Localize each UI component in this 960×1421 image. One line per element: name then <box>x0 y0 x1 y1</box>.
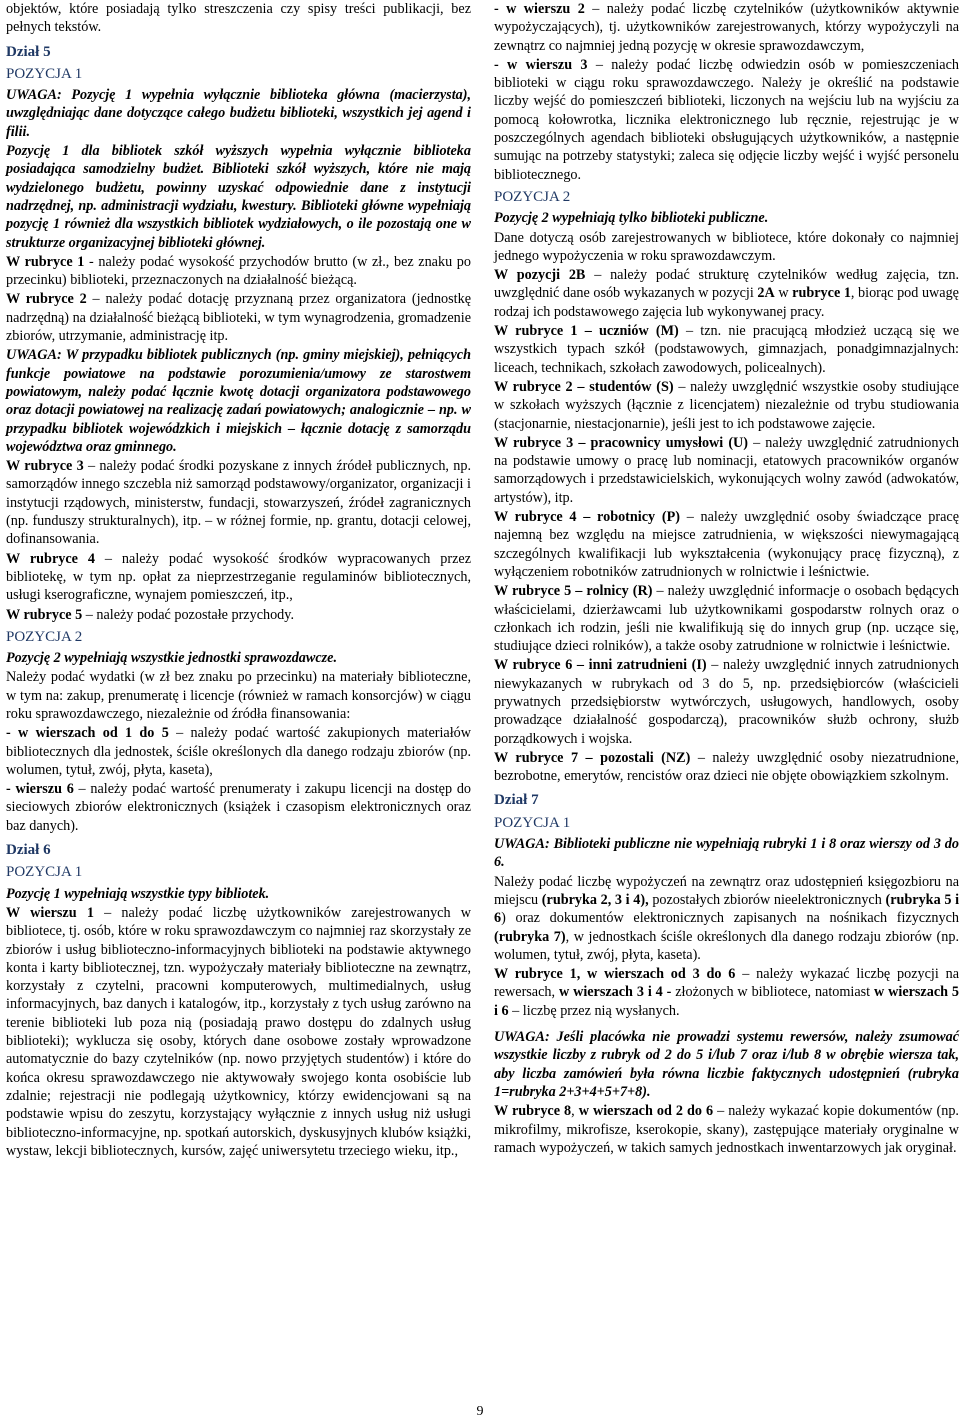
bold-label: w wierszach od 2 do 6 <box>578 1103 714 1120</box>
text: – należy podać wartość prenumeraty i zakupu licencji na dostęp do sieciowych zbiorów elektronicznych (książek i czasopism elektronicznych oraz baz danych). <box>6 781 472 834</box>
note-paragraph: UWAGA: Biblioteki publiczne nie wypełniają rubryki 1 i 8 oraz wierszy od 3 do 6. <box>494 836 959 871</box>
section-heading-dzial-7: Dział 7 <box>494 792 539 809</box>
bold-label: (rubryka 5 i 6 <box>494 891 960 927</box>
text: w <box>774 285 793 302</box>
text: pozostałych zbiorów nieelektronicznych <box>648 891 886 908</box>
note-paragraph: UWAGA: W przypadku bibliotek publicznych (np. gminy miejskiej), pełniących funkcje powiatowe na podstawie porozumienia/umowy ze starostwem powiatowym, należy podać łącznie kwotę dotacji organizatora podstawowego oraz dotacji powiatowej na realizację zadań powiatowych; analogicznie – np. w przypadku bibliotek wojewódzkich i miejskich – łącznie dotację z samorządu województwa oraz gminnego. <box>6 347 471 455</box>
text: – należy uwzględnić informacje o osobach będących właścicielami, dzierżawcami lub użytkownikami gospodarstw rolnych oraz o członkach ich rodzin, jeśli nie kwalifikują się do innych grup (np. uczące się, studiujące dzieci rolników), a także osoby zatrudnione w rolnictwie i leśnictwie. <box>494 583 959 655</box>
text: ) oraz dokumentów elektronicznych zapisanych na nośnikach fizycznych <box>501 910 959 927</box>
text: złożonych w bibliotece, natomiast <box>671 984 874 1001</box>
bold-label: W pozycji 2B <box>494 267 586 284</box>
page-number: 9 <box>476 1404 484 1419</box>
text: – liczbę przez nią wysłanych. <box>508 1002 680 1019</box>
bold-label: W wierszu 1 <box>6 904 94 921</box>
text: – należy podać wysokość środków wypracowanych przez bibliotekę, w tym np. opłat za nieprzestrzeganie regulaminów bibliotecznych, usługi kserograficzne, wynajem pomieszczeń, itp., <box>6 550 471 604</box>
text: – należy podać liczbę użytkowników zarejestrowanych w bibliotece, tj. osób, które w roku sprawozdawczym co najmniej raz skorzystały ze zbiorów i usług biblioteczno-informacyjnych biblioteki na podstawie aktywnego konta i karty bibliotecznej, tzn. wypożyczały materiały biblioteczne na zewnątrz, korzystały z czytelni, pracowni komputerowych, multimedialnych, usług informacyjnych, baz danych i katalogów, itp., korzystały z tych usług zarówno na terenie biblioteki lub poza nią (posiadają prawo dostępu do zdalnych usług biblioteki); wyklucza się osoby, których dane osobowe zostały wprowadzone automatycznie do bazy czytelników (np. nowo przyjętych studentów) i które do końca okresu sprawozdawczego nie aktywowały swojego konta osobiście lub zdalnie; rejestracji nie podlegają użytkownicy, którzy ewidencjowani są na podstawie wpisu do zeszytu, korzystający wyłącznie z innych usług niż usługi biblioteczno-informacyjne, np. spotkań autorskich, dyskusyjnych klubów książki, wystaw, lekcji bibliotecznych, kursów, zajęć uniwersytetu trzeciego wieku, itp., <box>6 904 471 1159</box>
paragraph: Należy podać wydatki (w zł bez znaku po przecinku) na materiały biblioteczne, w tym na: zakup, prenumeratę i licencje (również w ramach konsorcjów) w ciągu roku sprawozdawczego, niezależnie od źródła finansowania: <box>6 669 471 722</box>
note-paragraph: UWAGA: Pozycję 1 wypełnia wyłącznie biblioteka główna (macierzysta), uwzględniając dane dotyczące całego budżetu biblioteki, wszystkich jej agend i filii. <box>6 87 471 140</box>
position-heading: POZYCJA 2 <box>6 628 83 645</box>
text: – należy wykazać kopie dokumentów (np. mikrofilmy, mikrofisze, kserokopie, skany), zastępujące materiały oryginalne w ramach wypożyczeń, w takich samych jednostkach inwentarzowych jak oryginał. <box>494 1103 959 1156</box>
text: – należy podać dotację przyznaną przez organizatora (jednostkę nadrzędną) na działalność bieżącą biblioteki, w tym wynagrodzenia, gromadzenie zbiorów, utrzymanie, administrację itp. <box>6 291 471 345</box>
bold-label: W rubryce 7 – pozostali (NZ) <box>494 749 691 766</box>
position-heading: POZYCJA 2 <box>494 188 571 205</box>
right-column <box>494 0 959 1158</box>
text: – należy uwzględnić zatrudnionych na podstawie umowy o pracę lub nominacji, etatowych pracowników organów samorządowych i przedstawicielskich, wykonujących wolny zawód (adwokatów, artystów), itp. <box>494 434 959 506</box>
note-paragraph: Pozycję 2 wypełniają tylko biblioteki publiczne. <box>494 210 769 227</box>
paragraph <box>494 749 959 786</box>
bold-label: - wierszu 6 <box>6 781 74 798</box>
text: – należy podać wartość zakupionych materiałów bibliotecznych dla jednostek, ściśle określonych dla danego rodzaju zbiorów (np. wolumen, tytuł, zwój, płyta, kaseta), <box>6 725 471 778</box>
paragraph: Dane dotyczą osób zarejestrowanych w bibliotece, które dokonały co najmniej jednego wypożyczenia w roku sprawozdawczym. <box>494 229 959 264</box>
text: – należy podać liczbę czytelników (użytkowników aktywnie wypożyczających), tj. użytkowników zarejestrowanych, którzy wypożyczyli na zewnątrz co najmniej jedną pozycję w okresie sprawozdawczym, <box>494 1 959 54</box>
bold-label: w wierszach 5 i 6 <box>494 984 959 1019</box>
text: - należy podać wysokość przychodów brutto (w zł., bez znaku po przecinku) biblioteki, przeznaczonych na działalność bieżącą. <box>6 253 471 289</box>
position-heading: POZYCJA 1 <box>6 864 83 881</box>
text: – należy podać pozostałe przychody. <box>82 606 294 623</box>
bold-label: - w wierszu 2 <box>494 1 585 17</box>
bold-label: W rubryce 5 <box>6 606 83 623</box>
text: Należy podać liczbę wypożyczeń na zewnątrz oraz udostępnień księgozbioru na miejscu <box>494 873 959 908</box>
text: – należy uwzględnić wszystkie osoby studiujące w szkołach wyższych (łącznie z licencjatem) niezależnie od trybu studiowania (stacjonarnie, niestacjonarnie), jeśli jest to ich podstawowe zajęcie. <box>494 378 959 432</box>
bold-label: - w wierszu 3 <box>494 56 588 73</box>
paragraph <box>494 582 959 655</box>
text: , w jednostkach ściśle określonych dla danego rodzaju zbiorów (np. wolumen, tytuł, zwój, płyta, kaseta). <box>494 928 959 963</box>
paragraph <box>494 266 959 321</box>
bold-label: W rubryce 8 <box>494 1103 572 1120</box>
bold-label: W rubryce 1 <box>6 253 85 270</box>
bold-label: 2A <box>757 285 775 302</box>
bold-label: W rubryce 4 <box>6 550 95 567</box>
paragraph <box>494 322 959 377</box>
note-paragraph: UWAGA: Jeśli placówka nie prowadzi systemu rewersów, należy zsumować wszystkie liczby z rubryk od 2 do 5 i/lub 7 oraz i/lub 8 w obrębie wiersza tak, aby liczba zamówień była równa liczbie faktycznych udostępnień (rubryka 1=rubryka 2+3+4+5+7+8). <box>494 1029 959 1100</box>
bold-label: (rubryka 2, 3 i 4), <box>541 891 649 908</box>
paragraph: objektów, które posiadają tylko streszczenia czy spisy treści publikacji, bez pełnych tekstów. <box>6 1 471 36</box>
bold-label: W rubryce 6 – inni zatrudnieni (I) <box>494 657 707 674</box>
paragraph <box>494 378 959 433</box>
note-paragraph: Pozycję 1 wypełniają wszystkie typy bibliotek. <box>6 885 270 902</box>
paragraph <box>494 1102 959 1157</box>
paragraph <box>6 780 471 835</box>
text: – należy podać liczbę odwiedzin osób w pomieszczeniach biblioteki w ciągu roku sprawozdawczego. Należy je określić na podstawie liczby wejść do pomieszczeń biblioteki, liczonych na wejściu lub na wyjściu za pomocą kołowrotka, licznika elektronicznego lub ręcznie, rejestrując je w poszczególnych agendach biblioteki obsługujących użytkowników, a następnie sumując na potrzeby statystyki; zaleca się odjęcie liczby wejść i wyjść personelu bibliotecznego. <box>494 56 959 183</box>
bold-label: - w wierszach od 1 do 5 <box>6 725 169 742</box>
paragraph <box>494 873 959 964</box>
position-heading: POZYCJA 1 <box>6 65 83 82</box>
text: – należy uwzględnić innych zatrudnionych niewykazanych w rubrykach od 3 do 5, np. przedsiębiorców (właścicieli prywatnych przedsiębiorstw wytwórczych, usługowych, handlowych, osoby prowadzące działalność gospodarczą), pracowników służb ochrony, służb porządkowych i wojska. <box>494 657 959 747</box>
paragraph <box>494 508 959 581</box>
paragraph <box>494 656 959 747</box>
bold-label: W rubryce 3 – pracownicy umysłowi (U) <box>494 434 749 451</box>
bold-label: rubryce 1 <box>792 285 851 302</box>
bold-label: W rubryce 2 <box>6 291 87 308</box>
position-heading: POZYCJA 1 <box>494 814 571 831</box>
text: , <box>571 1103 579 1120</box>
section-heading-dzial-6: Dział 6 <box>6 842 51 859</box>
note-paragraph: Pozycję 2 wypełniają wszystkie jednostki sprawozdawcze. <box>6 650 338 667</box>
bold-label: W rubryce 1, w wierszach od 3 do 6 <box>494 966 736 983</box>
text: – należy podać strukturę czytelników według zajęcia, tzn. uwzględnić dane osób wykazanych w pozycji <box>494 267 960 302</box>
paragraph <box>494 965 959 1020</box>
paragraph <box>6 904 471 1160</box>
paragraph <box>6 606 471 624</box>
paragraph <box>494 434 959 507</box>
text: – należy wykazać liczbę pozycji na rewersach, <box>494 966 959 1001</box>
paragraph <box>6 550 471 605</box>
bold-label: W rubryce 1 – uczniów (M) <box>494 323 679 340</box>
bold-label: W rubryce 5 – rolnicy (R) <box>494 583 653 600</box>
bold-label: (rubryka 7) <box>494 928 566 945</box>
bold-label: W rubryce 2 – studentów (S) <box>494 378 674 395</box>
bold-label: W rubryce 3 <box>6 458 84 475</box>
text: , biorąc pod uwagę rodzaj ich podstawowego zajęcia lub wykonywanej pracy. <box>494 285 959 320</box>
text: – należy uwzględnić osoby niezatrudnione, bezrobotne, emerytów, rencistów oraz dzieci nie objęte obowiązkiem szkolnym. <box>494 749 959 785</box>
paragraph <box>6 724 471 779</box>
text: – tzn. nie pracującą młodzież uczącą się we wszystkich typach szkół (podstawowych, gimnazjach, ponadgimnazjalnych: liceach, technikach, szkołach zawodowych, policealnych). <box>494 323 959 376</box>
paragraph <box>6 457 471 548</box>
left-column <box>6 0 471 1161</box>
note-paragraph: Pozycję 1 dla bibliotek szkół wyższych wypełnia wyłącznie biblioteka posiadająca samodzielny budżet. Biblioteki szkół wyższych, które nie mają wydzielonego budżetu, powinny uzyskać odpowiednie dane z instytucji nadrzędnej, np. administracji wydziału, kwestury. Biblioteki główne wypełniają pozycję 1 również dla wszystkich bibliotek wydziałowych, o ile pozostają one w strukturze organizacyjnej biblioteki głównej. <box>6 143 471 251</box>
text: – należy uwzględnić osoby świadczące pracę najemną bez względu na miejsce zatrudnienia, w większości niewymagającą szczególnych kwalifikacji lub wykształcenia (wykonujący pracę fizyczną), z wyłączeniem robotników zatrudnionych w rolnictwie i leśnictwie. <box>494 509 959 580</box>
paragraph <box>494 0 959 55</box>
section-heading-dzial-5: Dział 5 <box>6 43 51 60</box>
text: – należy podać środki pozyskane z innych źródeł publicznych, np. samorządów innego szczebla niż samorząd podstawowy/organizator, organizacji i instytucji rządowych, ministerstw, fundacji, stowarzyszeń, źródeł zagranicznych (np. funduszy strukturalnych), itp. – w różnej formie, np. grantu, dotacji celowej, dofinansowania. <box>6 458 471 548</box>
bold-label: w wierszach 3 i 4 - <box>558 984 672 1001</box>
paragraph <box>6 290 471 345</box>
bold-label: W rubryce 4 – robotnicy (P) <box>494 509 680 526</box>
paragraph <box>494 56 959 184</box>
paragraph <box>6 253 471 290</box>
